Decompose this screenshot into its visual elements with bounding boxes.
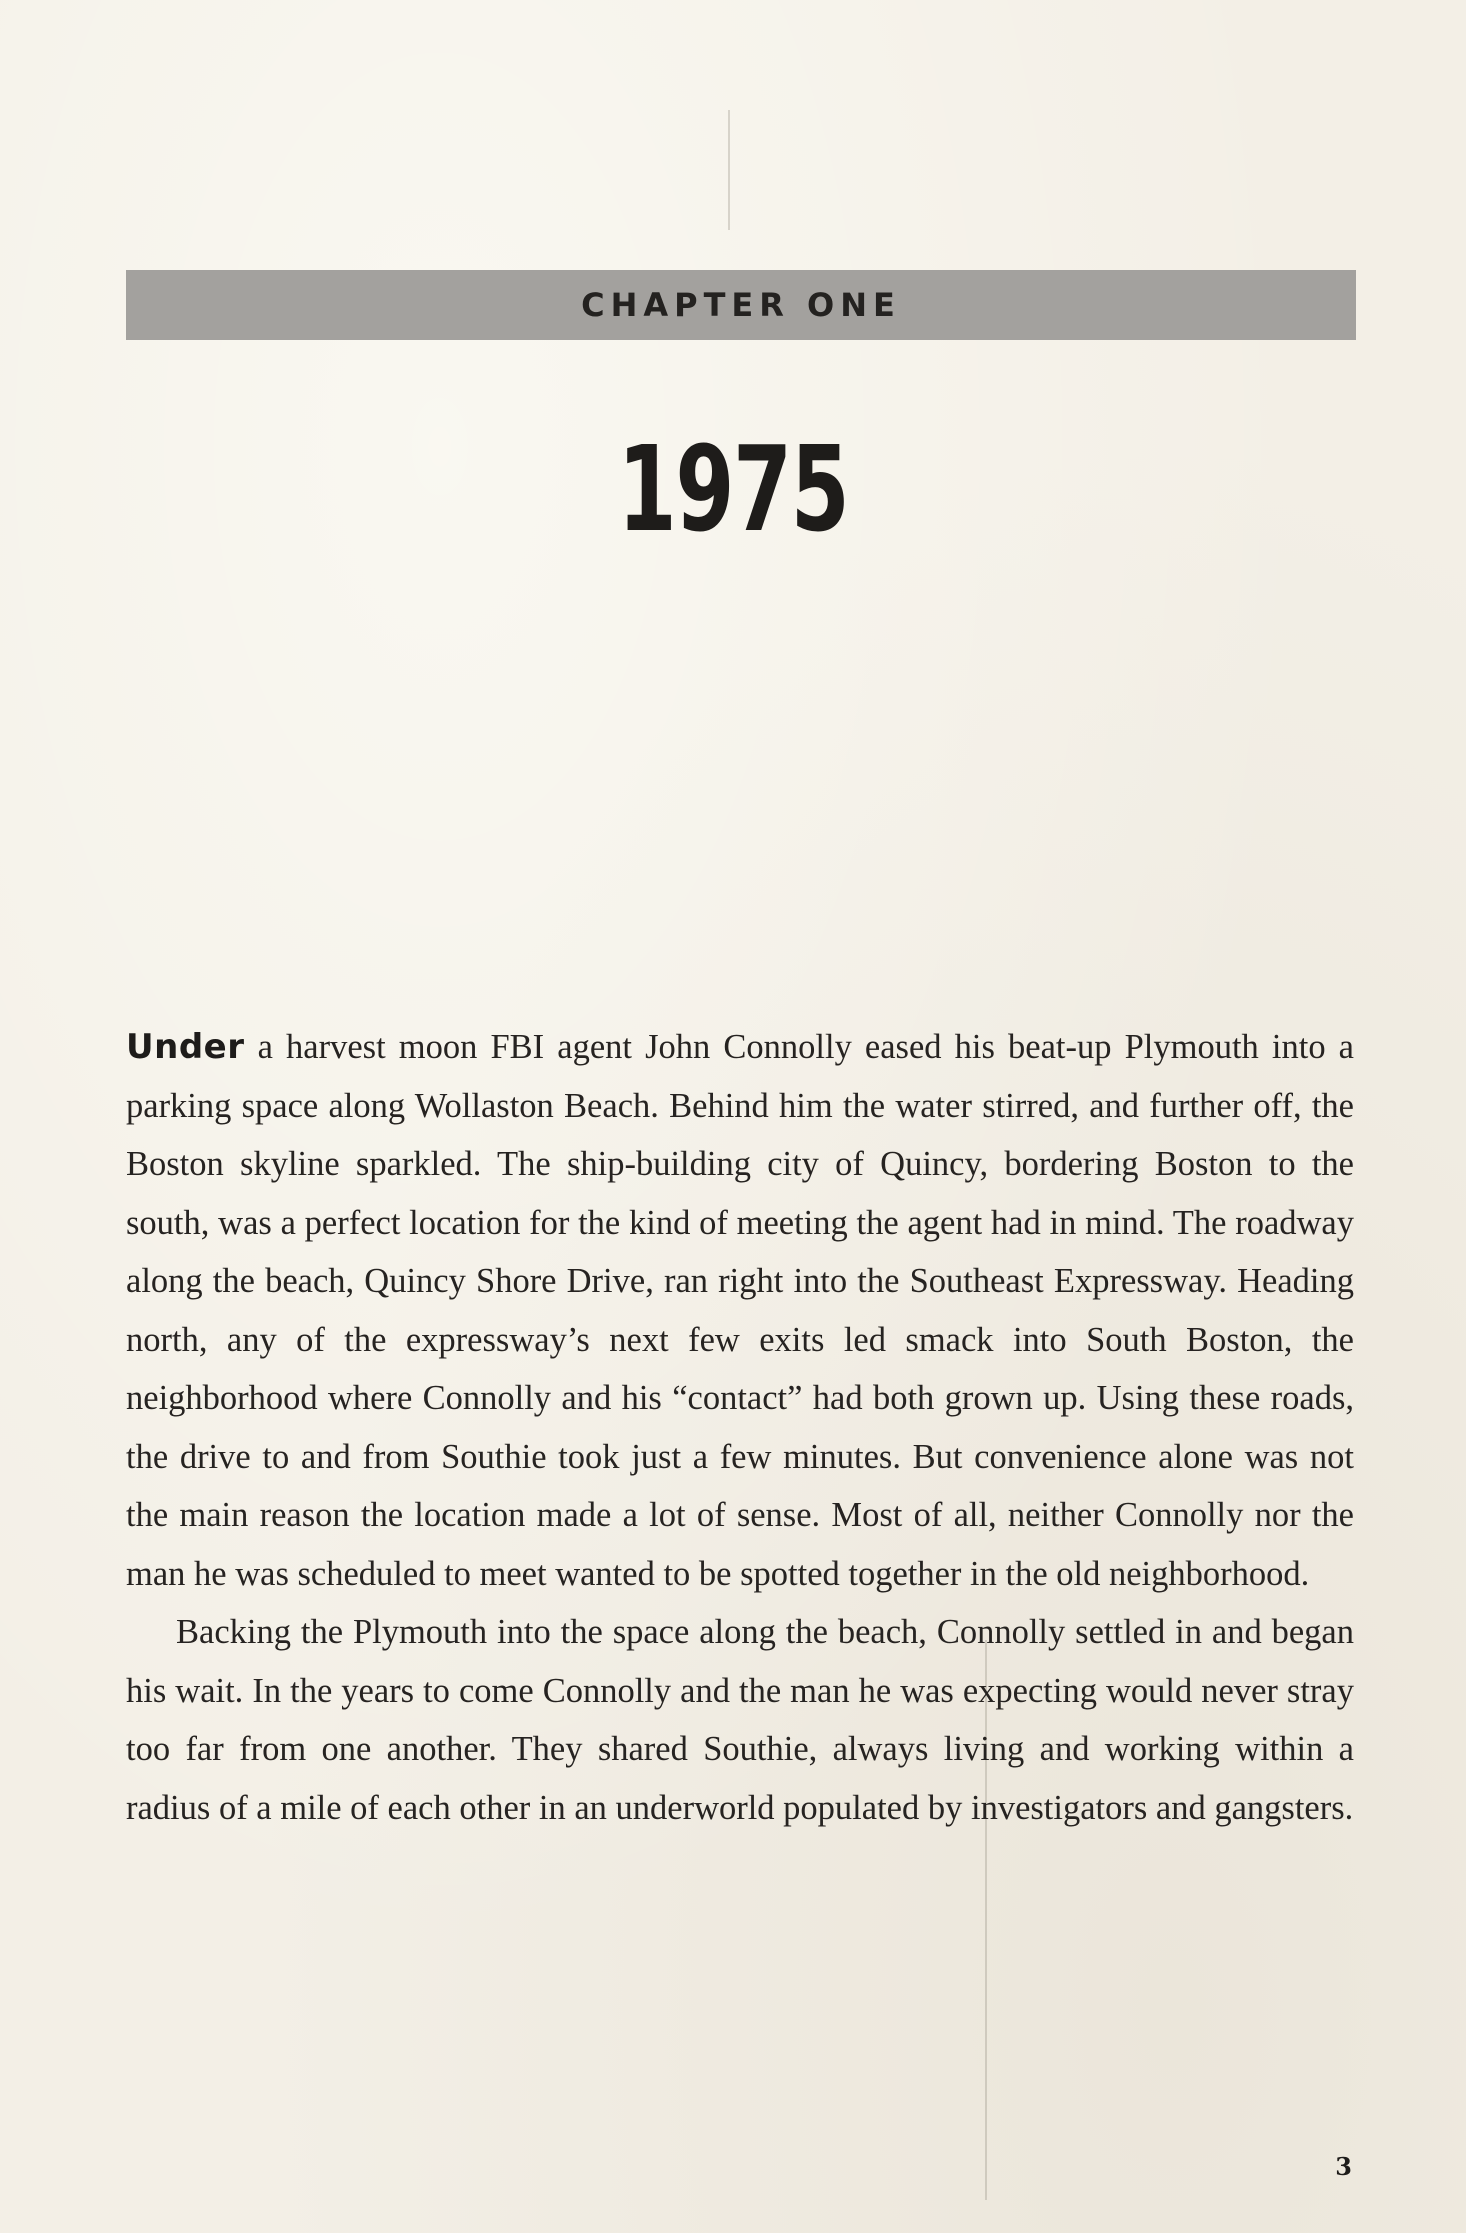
paragraph-2-text: Backing the Plymouth into the space along the beach, Connolly settled in and began his wait. In the years to come Connolly and the man he was expecting would never stray too far from one another. They shared Southie, always living and working within a radius of a mile of each other in an underworld populated by investigators and gangsters. [126,1613,1354,1827]
paragraph-1 [126,1018,1354,1603]
page-number: 3 [1335,2152,1352,2181]
chapter-body [126,1018,1354,1837]
chapter-title: 1975 [617,420,849,558]
page-crease-top [728,110,730,230]
chapter-label: CHAPTER ONE [581,286,901,324]
lead-in-word: Under [126,1027,245,1067]
chapter-header-bar [126,270,1356,340]
paragraph-1-text: a harvest moon FBI agent John Connolly eased his beat-up Plymouth into a parking space along Wollaston Beach. Behind him the water stirred, and further off, the Boston skyline sparkled. The ship-building city of Quincy, bordering Boston to the south, was a perfect location for the kind of meeting the agent had in mind. The roadway along the beach, Quincy Shore Drive, ran right into the Southeast Expressway. Heading north, any of the expressway’s next few exits led smack into South Boston, the neighborhood where Connolly and his “contact” had both grown up. Using these roads, the drive to and from Southie took just a few minutes. But convenience alone was not the main reason the location made a lot of sense. Most of all, neither Connolly nor the man he was scheduled to meet wanted to be spotted together in the old neighborhood. [126,1028,1354,1593]
paragraph-2 [126,1603,1354,1837]
